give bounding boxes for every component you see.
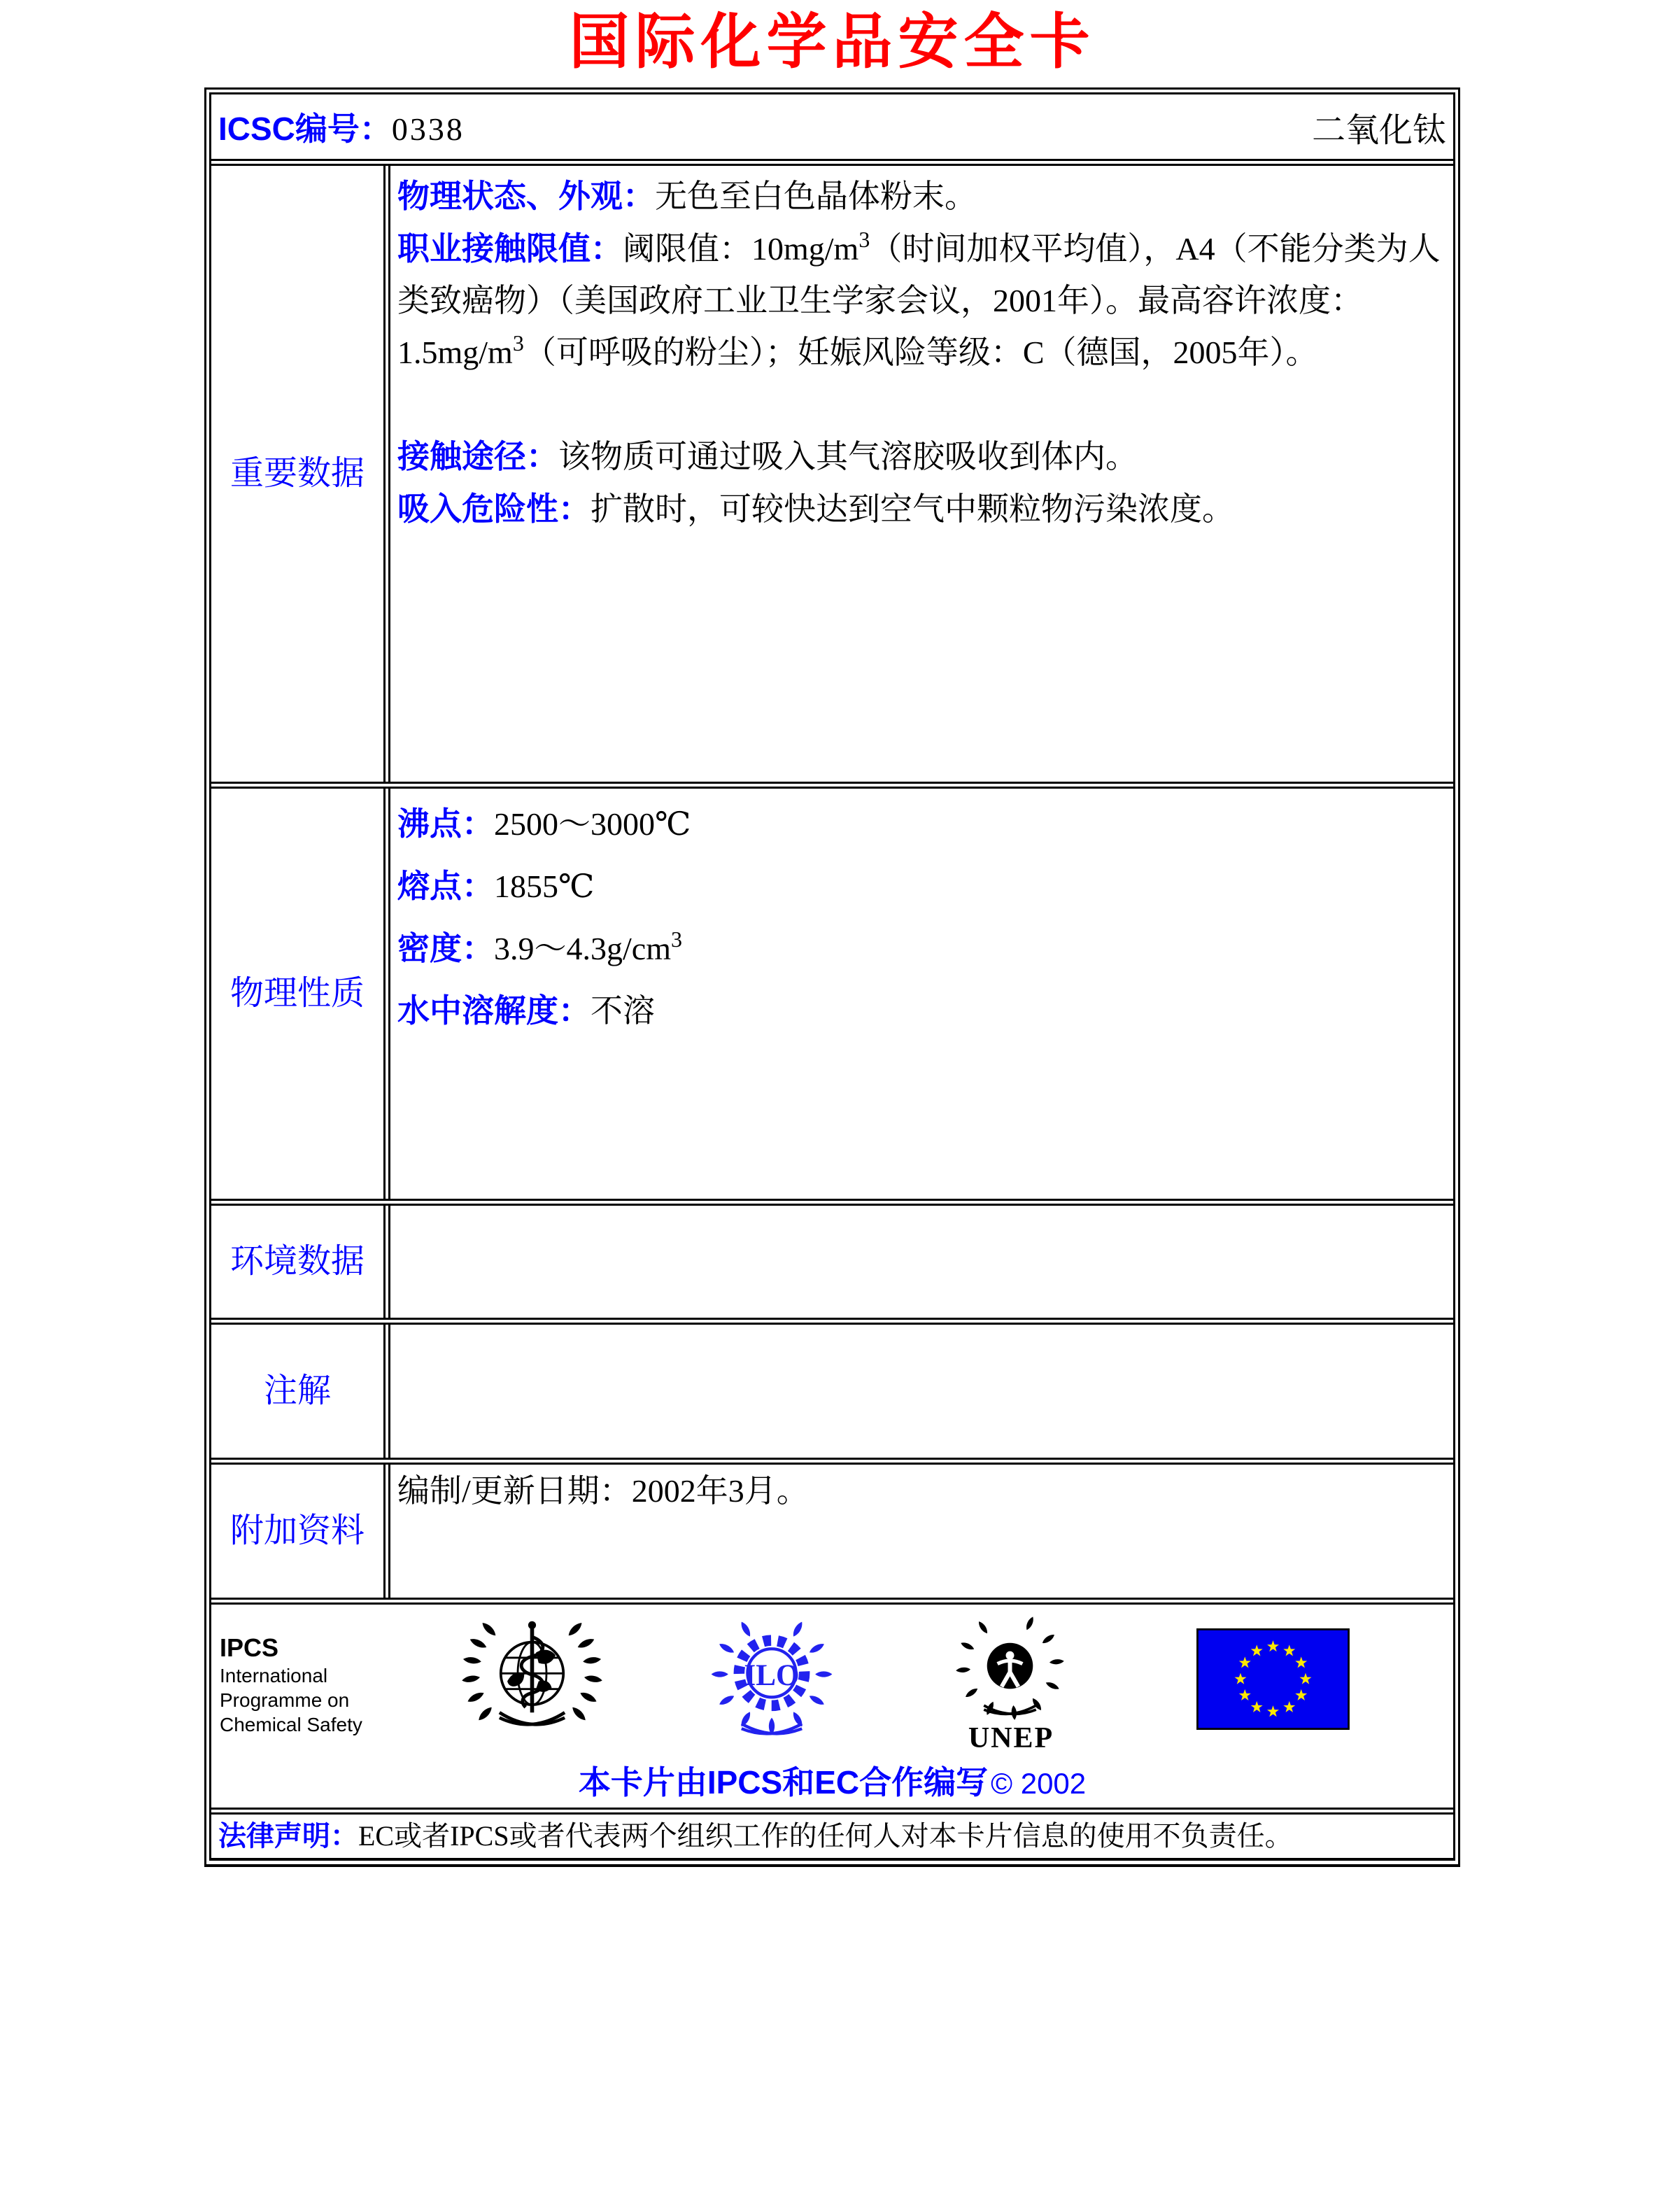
ilo-logo-icon bbox=[705, 1617, 838, 1745]
unep-logo-icon bbox=[952, 1616, 1070, 1722]
water-solubility-label: 水中溶解度： bbox=[397, 992, 591, 1029]
exposure-routes-value: 该物质可通过吸入其气溶胶吸收到体内。 bbox=[558, 439, 1138, 474]
ipcs-acronym: IPCS bbox=[220, 1633, 279, 1662]
oel-superscript-1: 3 bbox=[858, 227, 870, 252]
legal-label: 法律声明： bbox=[218, 1821, 358, 1852]
boiling-point-label: 沸点： bbox=[397, 805, 494, 842]
ipcs-line-3: Chemical Safety bbox=[220, 1714, 362, 1735]
additional-info-content bbox=[390, 1465, 1453, 1598]
notes-label: 注解 bbox=[211, 1325, 390, 1458]
additional-info-label: 附加资料 bbox=[211, 1465, 390, 1598]
physical-properties-row bbox=[211, 782, 1453, 1199]
unep-label: UNEP bbox=[968, 1722, 1054, 1754]
inhalation-risk-label: 吸入危险性： bbox=[397, 491, 591, 527]
environmental-data-content bbox=[390, 1206, 1453, 1318]
footer-row bbox=[211, 1598, 1453, 1808]
page-title: 国际化学品安全卡 bbox=[569, 8, 1096, 76]
important-data-row bbox=[211, 159, 1453, 782]
melting-point-label: 熔点： bbox=[397, 868, 494, 904]
notes-row bbox=[211, 1318, 1453, 1458]
legal-row bbox=[211, 1808, 1453, 1858]
icsc-number-value: 0338 bbox=[391, 111, 465, 147]
notes-content bbox=[390, 1325, 1453, 1458]
density-value: 3.9～4.3g/cm bbox=[494, 931, 671, 966]
important-data-label: 重要数据 bbox=[211, 166, 390, 782]
legal-text: EC或者IPCS或者代表两个组织工作的任何人对本卡片信息的使用不负责任。 bbox=[358, 1820, 1293, 1852]
boiling-point-line bbox=[397, 793, 1446, 855]
physical-state-line bbox=[397, 170, 1446, 223]
ipcs-line-1: International bbox=[220, 1665, 328, 1686]
physical-state-value: 无色至白色晶体粉末。 bbox=[655, 178, 977, 214]
boiling-point-value: 2500～3000℃ bbox=[494, 806, 691, 842]
footer-cell bbox=[211, 1605, 1453, 1808]
caption-copyright: © 2002 bbox=[991, 1767, 1087, 1800]
icsc-number-label: ICSC编号： bbox=[218, 111, 392, 147]
exposure-routes-line bbox=[397, 430, 1446, 483]
caption-text: 本卡片由IPCS和EC合作编写 bbox=[578, 1764, 989, 1801]
unep-logo-block bbox=[952, 1616, 1070, 1754]
exposure-routes-label: 接触途径： bbox=[397, 438, 558, 474]
oel-part3: （可呼吸的粉尘）；妊娠风险等级：C（德国，2005年）。 bbox=[523, 334, 1318, 370]
density-label: 密度： bbox=[397, 930, 494, 966]
additional-info-row bbox=[211, 1458, 1453, 1598]
who-logo-icon bbox=[460, 1613, 604, 1749]
legal-cell bbox=[211, 1815, 1453, 1858]
oel-line bbox=[397, 223, 1446, 379]
environmental-data-label: 环境数据 bbox=[211, 1206, 390, 1318]
environmental-data-row bbox=[211, 1199, 1453, 1318]
physical-properties-label: 物理性质 bbox=[211, 789, 390, 1199]
icsc-number-group bbox=[218, 104, 465, 150]
chemical-name: 二氧化钛 bbox=[1311, 111, 1446, 149]
oel-superscript-2: 3 bbox=[512, 330, 524, 355]
ipcs-line-2: Programme on bbox=[220, 1689, 350, 1711]
density-superscript: 3 bbox=[670, 927, 682, 952]
icsc-card bbox=[204, 87, 1460, 1867]
card-header-row bbox=[211, 94, 1453, 159]
inhalation-risk-line bbox=[397, 483, 1446, 535]
melting-point-value: 1855℃ bbox=[494, 868, 595, 904]
eu-flag-icon bbox=[1196, 1628, 1350, 1730]
density-line bbox=[397, 917, 1446, 980]
update-date-line: 编制/更新日期：2002年3月。 bbox=[397, 1473, 809, 1509]
oel-part1: 阈限值：10mg/m bbox=[623, 231, 859, 267]
oel-part2: （时间加权平均值），A4（不能分类为人类致癌物）（美国政府工业卫生学家会议，2001年）。最高容许浓度：1.5mg/m bbox=[397, 231, 1441, 370]
water-solubility-line bbox=[397, 980, 1446, 1042]
melting-point-line bbox=[397, 855, 1446, 917]
important-data-content bbox=[390, 166, 1453, 782]
footer-caption bbox=[211, 1757, 1453, 1803]
ipcs-text-block bbox=[220, 1633, 362, 1737]
inhalation-risk-value: 扩散时，可较快达到空气中颗粒物污染浓度。 bbox=[591, 491, 1234, 527]
physical-properties-content bbox=[390, 789, 1453, 1199]
ilo-letters: ILO bbox=[744, 1659, 800, 1693]
water-solubility-value: 不溶 bbox=[591, 993, 655, 1029]
oel-label: 职业接触限值： bbox=[397, 230, 623, 267]
physical-state-label: 物理状态、外观： bbox=[397, 178, 655, 214]
